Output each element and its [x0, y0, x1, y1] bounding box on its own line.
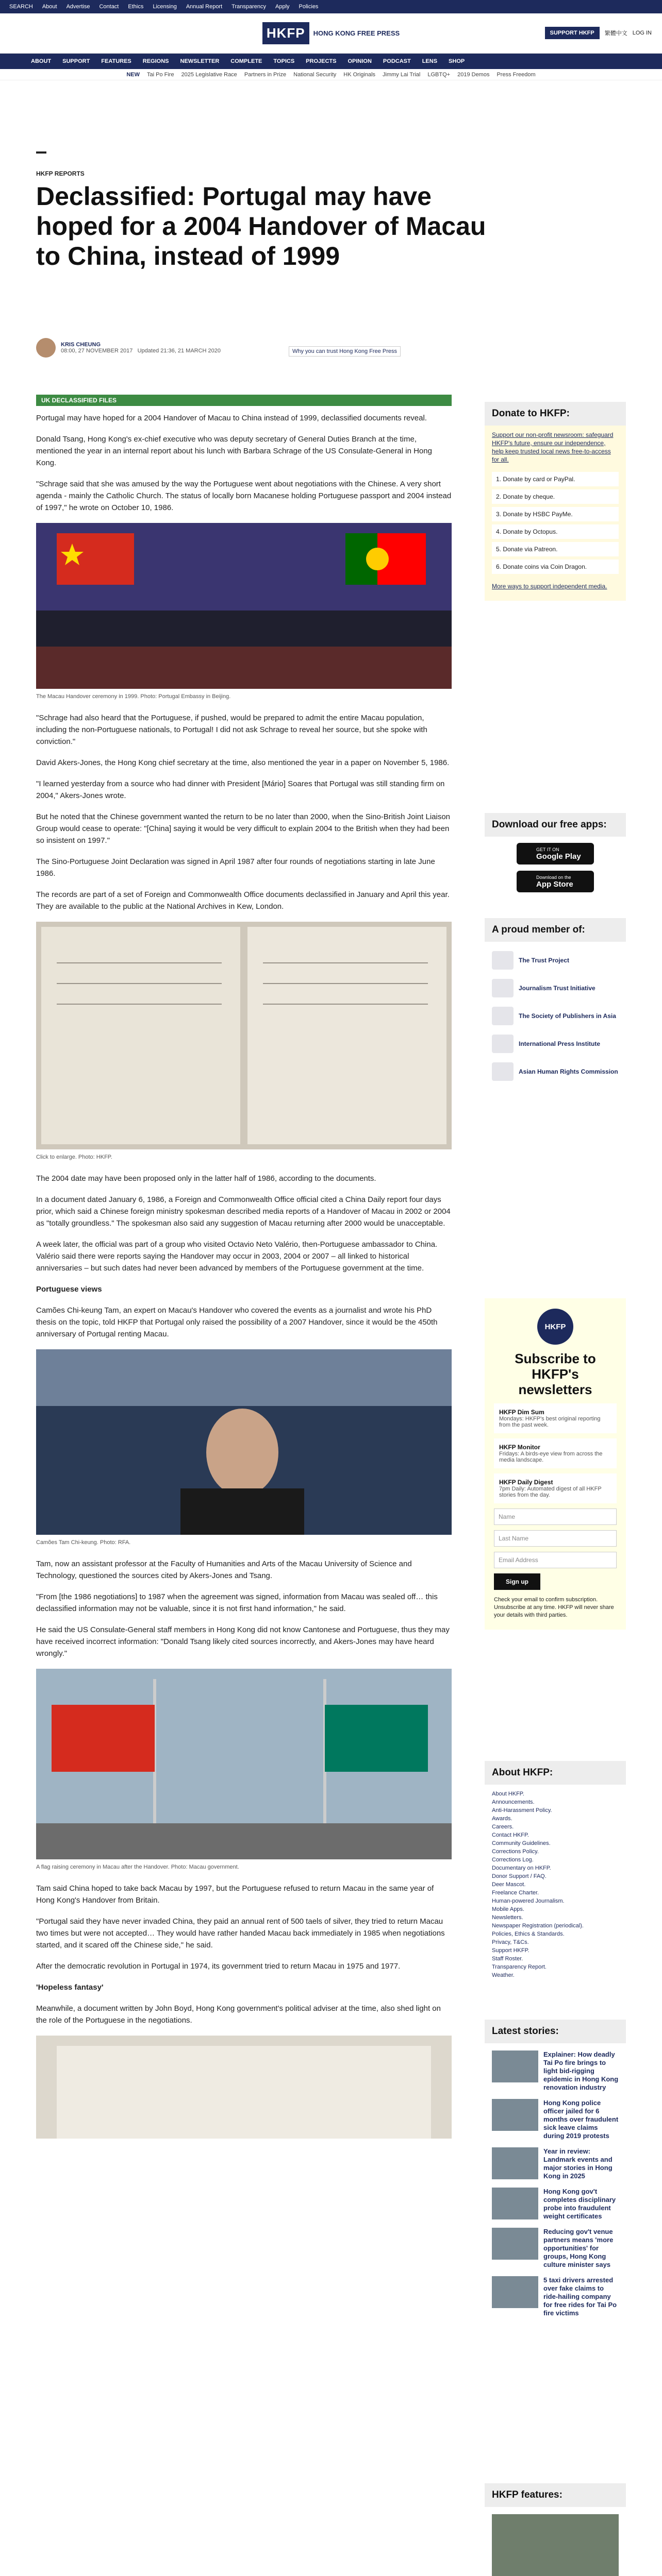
store-name: App Store [536, 879, 573, 889]
about-link[interactable]: About HKFP. [492, 1791, 524, 1797]
newsletter-note: Check your email to confirm subscription. Unsubscribe at any time. HKFP will never share your details with third parties. [494, 1597, 614, 1618]
donate-option[interactable]: 3. Donate by HSBC PayMe. [492, 507, 619, 521]
newsletter-box [485, 1298, 626, 1630]
confidential-document-image[interactable] [36, 2036, 452, 2139]
paragraph: The Sino-Portuguese Joint Declaration was signed in April 1987 after four rounds of negotiations starting in late June 1986. [36, 857, 435, 878]
article-category[interactable]: HKFP REPORTS [36, 170, 85, 177]
option-title: HKFP Dim Sum [499, 1409, 544, 1416]
paragraph: In a document dated January 6, 1986, a Foreign and Commonwealth Office official cited a China Daily report four days prior, which said a Chinese foreign ministry spokesman described media reports of a Handover of Macau in 2002 or 2004 as "totally groundless." The spokesman also said any suggestion of Macau returning after 2000 would be unacceptable. [36, 1195, 451, 1228]
declassified-documents-image[interactable] [36, 922, 452, 1149]
logo-text: HONG KONG FREE PRESS [313, 29, 400, 37]
nav-about[interactable]: ABOUT [31, 58, 52, 64]
paragraph: "From [the 1986 negotiations] to 1987 when the agreement was signed, information from Macau was sealed off… this declassified information may not be valuable, since it is not first hand information," he said. [36, 1592, 438, 1613]
trending-link[interactable]: Jimmy Lai Trial [383, 71, 421, 78]
newsletter-option-dim-sum[interactable] [494, 1403, 617, 1433]
paragraph: Tam, now an assistant professor at the Faculty of Humanities and Arts of the Macau University of Science and Technology, questioned the sources cited by Akers-Jones and Tsang. [36, 1560, 412, 1580]
option-title: HKFP Daily Digest [499, 1479, 553, 1486]
logo-mark: HKFP [262, 22, 309, 44]
article-body [36, 412, 452, 2139]
story-thumbnail [492, 2228, 538, 2260]
handover-ceremony-image[interactable] [36, 523, 452, 689]
story-title: Hong Kong gov't completes disciplinary probe into fraudulent weight certificates [543, 2188, 616, 2220]
donate-box [485, 402, 626, 601]
story-title: 5 taxi drivers arrested over fake claims to ride-hailing company for free rides for Tai Po fire victims [543, 2276, 617, 2317]
donate-option[interactable]: 4. Donate by Octopus. [492, 524, 619, 539]
nav-complete[interactable]: COMPLETE [230, 58, 262, 64]
trending-link[interactable]: 2019 Demos [457, 71, 490, 78]
last-name-input[interactable]: Last Name [494, 1530, 617, 1547]
story-title: Hong Kong police officer jailed for 6 months over fraudulent sick leave claims during 2019 protests [543, 2099, 619, 2140]
trust-link[interactable]: Why you can trust Hong Kong Free Press [289, 346, 401, 357]
about-link[interactable]: Community Guidelines. [492, 1840, 551, 1846]
store-caption: Download on the [536, 874, 571, 880]
story-item[interactable] [492, 2099, 619, 2140]
paragraph: Portugal may have hoped for a 2004 Handover of Macau to China instead of 1999, declassified documents reveal. [36, 414, 427, 422]
about-links [485, 1785, 626, 1985]
features-heading: HKFP features: [485, 2483, 626, 2507]
latest-heading: Latest stories: [485, 2020, 626, 2043]
paragraph: He said the US Consulate-General staff members in Hong Kong did not know Cantonese and Portuguese, thus they may have received incorrect information: "Donald Tsang likely cited sources incorrectly, and Akers-Jones may have heard wrongly." [36, 1625, 450, 1658]
member-sopa[interactable] [492, 1007, 619, 1025]
camoes-tam-photo[interactable] [36, 1349, 452, 1535]
search-link[interactable]: SEARCH [9, 4, 33, 10]
member-box [485, 918, 626, 1090]
trending-link[interactable]: HK Originals [343, 71, 376, 78]
member-name: International Press Institute [519, 1040, 601, 1047]
section-heading: 'Hopeless fantasy' [36, 1983, 104, 1992]
donate-option[interactable]: 2. Donate by cheque. [492, 489, 619, 504]
about-link[interactable]: Policies, Ethics & Standards. [492, 1931, 565, 1937]
donate-heading: Donate to HKFP: [485, 402, 626, 426]
member-logo [492, 951, 514, 970]
about-link[interactable]: Anti-Harassment Policy. [492, 1807, 552, 1814]
paragraph: "Schrage had also heard that the Portuguese, if pushed, would be prepared to admit the entire Macau population, including the non-Portuguese nationals, to Portugal! I did not ask Schrage to reveal her source, but she spoke with conviction." [36, 714, 427, 746]
donate-option[interactable]: 5. Donate via Patreon. [492, 542, 619, 556]
paragraph: "Portugal said they have never invaded China, they paid an annual rent of 500 taels of silver, they tried to return Macau two times but were not accepted… They would have rather handed Macau back immediately in 1985 when negotiations started, and it scared off the Chinese side," he said. [36, 1917, 445, 1950]
trending-link[interactable]: Partners in Prize [244, 71, 287, 78]
about-link[interactable]: Human-powered Journalism. [492, 1898, 565, 1904]
newsletter-option-monitor[interactable] [494, 1438, 617, 1468]
google-play-button[interactable] [517, 843, 594, 865]
latest-stories [485, 2020, 626, 2325]
member-ipi[interactable] [492, 1035, 619, 1053]
nav-support[interactable]: SUPPORT [62, 58, 90, 64]
trending-link[interactable]: Press Freedom [496, 71, 536, 78]
about-link[interactable]: Newspaper Registration (periodical). [492, 1923, 584, 1929]
topbar-about[interactable]: About [42, 4, 57, 10]
nav-shop[interactable]: SHOP [449, 58, 465, 64]
about-link[interactable]: Weather. [492, 1972, 515, 1978]
article-title: Declassified: Portugal may have hoped for a 2004 Handover of Macau to China, instead of 1999 [36, 182, 486, 270]
story-title: Reducing gov't venue partners means 'more opportunities' for groups, Hong Kong culture minister says [543, 2228, 614, 2268]
language-link[interactable]: 繁體中文 [604, 30, 627, 37]
image-caption: Camões Tam Chi-keung. Photo: RFA. [36, 1539, 131, 1546]
member-name: The Trust Project [519, 957, 570, 964]
image-caption: The Macau Handover ceremony in 1999. Photo: Portugal Embassy in Beijing. [36, 693, 231, 700]
support-button[interactable]: SUPPORT HKFP [545, 27, 600, 39]
byline [36, 338, 221, 358]
story-item[interactable] [492, 2147, 619, 2180]
paragraph: "Schrage said that she was amused by the way the Portuguese went about negotiations with the Chinese. A very short agenda - mainly the Catholic Church. The status of locally born Macanese holding Portuguese passport and 2004 instead of 1997," he wrote on October 10, 1986. [36, 480, 452, 512]
paragraph: David Akers-Jones, the Hong Kong chief secretary at the time, also mentioned the year in a paper on November 5, 1986. [36, 758, 450, 767]
about-link[interactable]: Staff Roster. [492, 1956, 523, 1962]
option-desc: Fridays: A birds-eye view from across the media landscape. [499, 1451, 603, 1463]
about-link[interactable]: Mobile Apps. [492, 1906, 524, 1912]
paragraph: "I learned yesterday from a source who had dinner with President [Mário] Soares that Portugal was still standing firm on 2004," Akers-Jones wrote. [36, 779, 445, 800]
nav-regions[interactable]: REGIONS [142, 58, 169, 64]
topbar-licensing[interactable]: Licensing [153, 4, 177, 10]
paragraph: Tam said China hoped to take back Macau by 1997, but the Portuguese refused to return Macau in the same year of Hong Kong's Handover from Britain. [36, 1884, 434, 1905]
member-logo [492, 1035, 514, 1053]
store-caption: GET IT ON [536, 846, 559, 852]
nav-lens[interactable]: LENS [422, 58, 438, 64]
option-desc: 7pm Daily: Automated digest of all HKFP stories from the day. [499, 1486, 602, 1498]
paragraph: The records are part of a set of Foreign and Commonwealth Office documents declassified in January and April this year. They are available to the public at the National Archives in Kew, London. [36, 890, 450, 911]
about-link[interactable]: Transparency Report. [492, 1964, 547, 1970]
about-heading: About HKFP: [485, 1761, 626, 1785]
trending-bar [0, 69, 662, 80]
flag-raising-image[interactable] [36, 1669, 452, 1859]
story-thumbnail [492, 2276, 538, 2308]
member-logo [492, 1007, 514, 1025]
about-link[interactable]: Support HKFP. [492, 1947, 529, 1954]
nav-features[interactable]: FEATURES [101, 58, 131, 64]
site-logo[interactable] [262, 22, 400, 44]
app-store-button[interactable] [517, 871, 594, 892]
author-avatar [36, 338, 56, 358]
about-box [485, 1761, 626, 1985]
topbar-apply[interactable]: Apply [275, 4, 290, 10]
trending-link[interactable]: Tai Po Fire [146, 71, 174, 78]
topbar-contact[interactable]: Contact [99, 4, 119, 10]
email-input[interactable]: Email Address [494, 1552, 617, 1568]
option-title: HKFP Monitor [499, 1444, 540, 1451]
newsletter-heading: Subscribe to HKFP's newsletters [515, 1351, 596, 1397]
paragraph: A week later, the official was part of a group who visited Octavio Neto Valério, then-Portuguese ambassador to China. Valério said there were reports saying the Handover may occur in 2003, 2004 or 2007 – all linked to historical anniversaries – but such dates had never been advanced by members of the Portuguese government at the time. [36, 1240, 438, 1273]
nav-projects[interactable]: PROJECTS [306, 58, 337, 64]
publish-date: 08:00, 27 NOVEMBER 2017 [61, 348, 133, 354]
paragraph: Camões Chi-keung Tam, an expert on Macau's Handover who covered the events as a journalist and wrote his PhD thesis on the topic, told HKFP that Portugal only raised the possibility of a 2007 Handover, since it would be the 450th anniversary of Portugal renting Macau. [36, 1306, 438, 1338]
donate-option[interactable]: 1. Donate by card or PayPal. [492, 472, 619, 486]
member-trust-project[interactable] [492, 951, 619, 970]
story-thumbnail [492, 2147, 538, 2179]
newsletter-option-digest[interactable] [494, 1473, 617, 1503]
paragraph: The 2004 date may have been proposed only in the latter half of 1986, according to the documents. [36, 1174, 376, 1183]
feature-item[interactable] [492, 2514, 619, 2576]
about-link[interactable]: Deer Mascot. [492, 1882, 526, 1888]
trending-link[interactable]: 2025 Legislative Race [181, 71, 237, 78]
nav-newsletter[interactable]: NEWSLETTER [180, 58, 220, 64]
story-item[interactable] [492, 2050, 619, 2092]
category-rule [36, 151, 46, 154]
paragraph: Meanwhile, a document written by John Boyd, Hong Kong government's political adviser at the time, also shed light on the role of the Portuguese in the negotiations. [36, 2004, 441, 2025]
story-item[interactable] [492, 2188, 619, 2221]
nav-podcast[interactable]: PODCAST [383, 58, 411, 64]
about-link[interactable]: Donor Support / FAQ. [492, 1873, 547, 1879]
member-ahrc[interactable] [492, 1062, 619, 1081]
topbar-ethics[interactable]: Ethics [128, 4, 144, 10]
story-title: Explainer: How deadly Tai Po fire brings to light bid-rigging epidemic in Hong Kong renovation industry [543, 2050, 619, 2091]
features-box [485, 2483, 626, 2576]
about-link[interactable]: Corrections Log. [492, 1857, 534, 1863]
store-name: Google Play [536, 852, 581, 861]
nav-opinion[interactable]: OPINION [347, 58, 372, 64]
about-link[interactable]: Careers. [492, 1824, 514, 1830]
newsletter-logo: HKFP [537, 1309, 573, 1345]
topbar-advertise[interactable]: Advertise [66, 4, 90, 10]
topbar-policies[interactable]: Policies [299, 4, 319, 10]
member-jti[interactable] [492, 979, 619, 997]
about-link[interactable]: Documentary on HKFP. [492, 1865, 551, 1871]
trending-link[interactable]: National Security [293, 71, 337, 78]
author-name[interactable]: KRIS CHEUNG [61, 342, 101, 348]
about-link[interactable]: Corrections Policy. [492, 1849, 539, 1855]
member-logo [492, 1062, 514, 1081]
story-thumbnail [492, 2188, 538, 2219]
series-tag[interactable]: UK DECLASSIFIED FILES [36, 395, 452, 406]
top-utility-bar [0, 0, 662, 13]
donate-option[interactable]: 6. Donate coins via Coin Dragon. [492, 560, 619, 574]
updated-date: Updated 21:36, 21 MARCH 2020 [137, 348, 221, 354]
about-link[interactable]: Newsletters. [492, 1914, 523, 1921]
story-thumbnail [492, 2099, 538, 2131]
paragraph: After the democratic revolution in Portugal in 1974, its government tried to return Macau in 1975 and 1977. [36, 1962, 401, 1971]
about-link[interactable]: Freelance Charter. [492, 1890, 539, 1896]
member-name: Journalism Trust Initiative [519, 985, 595, 992]
topbar-annual-report[interactable]: Annual Report [186, 4, 223, 10]
about-link[interactable]: Privacy, T&Cs. [492, 1939, 529, 1945]
feature-image [492, 2514, 619, 2576]
member-name: The Society of Publishers in Asia [519, 1012, 616, 1020]
about-link[interactable]: Awards. [492, 1816, 512, 1822]
donate-more-link[interactable]: More ways to support independent media. [492, 583, 607, 590]
image-caption: A flag raising ceremony in Macau after the Handover. Photo: Macau government. [36, 1864, 239, 1870]
story-item[interactable] [492, 2276, 619, 2317]
new-badge: NEW [126, 71, 140, 78]
story-thumbnail [492, 2050, 538, 2082]
signup-button[interactable]: Sign up [494, 1573, 540, 1590]
apps-box [485, 813, 626, 899]
member-logo [492, 979, 514, 997]
paragraph: But he noted that the Chinese government wanted the return to be no later than 2000, when the Sino-British Joint Liaison Group would cease to operate: "[China] saying it would be very difficult to explain 2004 to the British when they had been so insistent on 1997." [36, 812, 451, 845]
option-desc: Mondays: HKFP's best original reporting from the past week. [499, 1416, 601, 1428]
trending-link[interactable]: LGBTQ+ [427, 71, 451, 78]
story-title: Year in review: Landmark events and major stories in Hong Kong in 2025 [543, 2147, 613, 2180]
site-header [0, 13, 662, 54]
member-heading: A proud member of: [485, 918, 626, 942]
about-link[interactable]: Contact HKFP. [492, 1832, 529, 1838]
about-link[interactable]: Announcements. [492, 1799, 535, 1805]
topbar-transparency[interactable]: Transparency [231, 4, 266, 10]
login-link[interactable]: LOG IN [632, 30, 652, 36]
nav-topics[interactable]: TOPICS [273, 58, 295, 64]
section-heading: Portuguese views [36, 1285, 102, 1294]
story-item[interactable] [492, 2228, 619, 2269]
main-nav [0, 54, 662, 69]
apps-heading: Download our free apps: [485, 813, 626, 837]
image-caption: Click to enlarge. Photo: HKFP. [36, 1154, 112, 1160]
paragraph: Donald Tsang, Hong Kong's ex-chief executive who was deputy secretary of General Duties Branch at the time, mentioned the year in an internal report about his lunch with Barbara Schrage of the US Consulate-General in Hong Kong. [36, 435, 432, 467]
donate-intro[interactable]: Support our non-profit newsroom: safeguard HKFP's future, ensure our independence, help keep trusted local news free-to-access for all. [492, 431, 614, 463]
member-name: Asian Human Rights Commission [519, 1068, 618, 1075]
first-name-input[interactable]: Name [494, 1509, 617, 1525]
